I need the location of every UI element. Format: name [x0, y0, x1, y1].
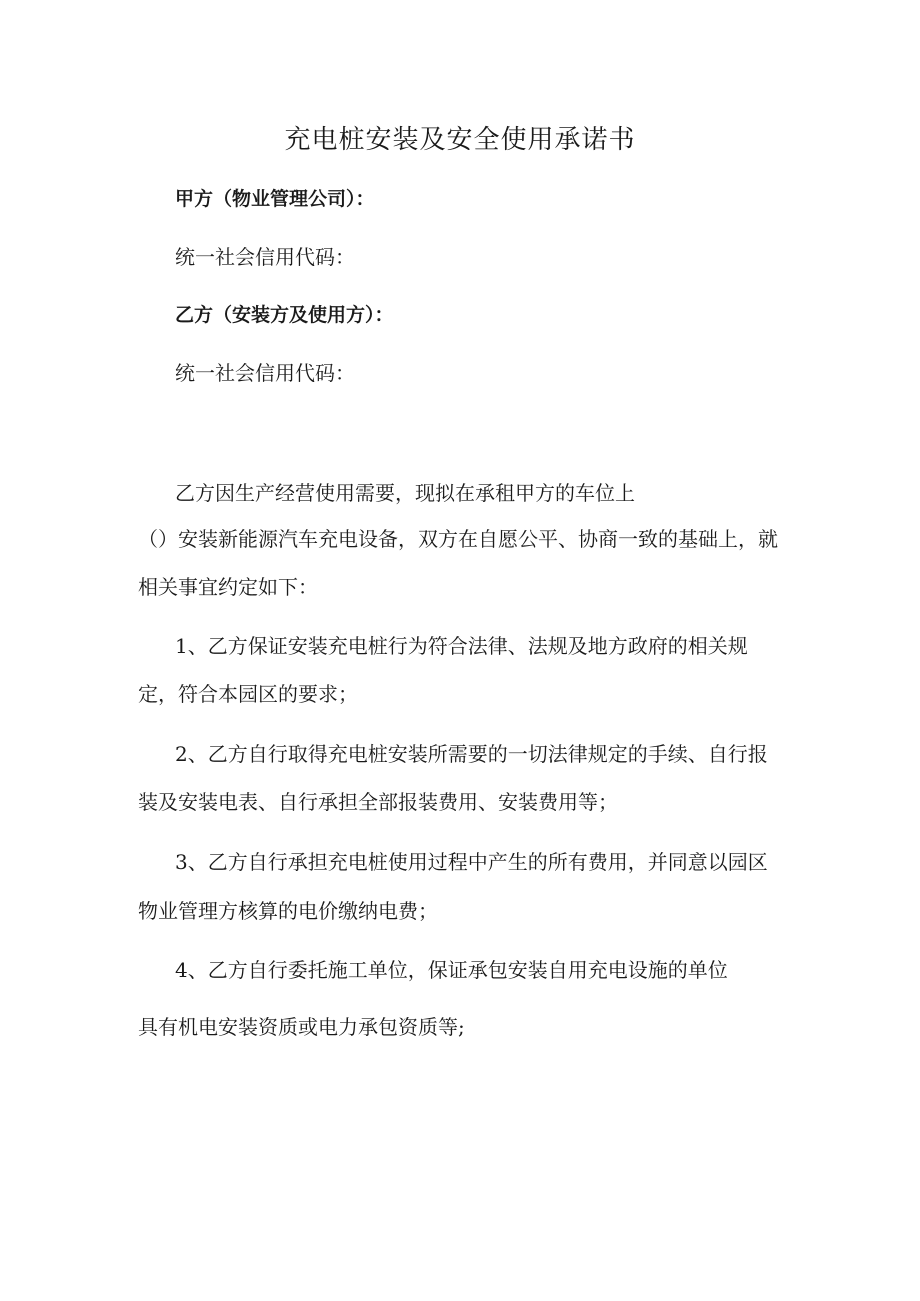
party-b-label: 乙方（安装方及使用方）： [175, 304, 394, 326]
clause-1-line-2: 定，符合本园区的要求； [138, 682, 358, 706]
clause-3-line-1: 3、乙方自行承担充电桩使用过程中产生的所有费用，并同意以园区 [175, 850, 768, 874]
intro-line-3: 相关事宜约定如下： [138, 575, 318, 599]
clause-3-line-2: 物业管理方核算的电价缴纳电费； [138, 899, 438, 923]
document-title: 充电桩安装及安全使用承诺书 [284, 125, 636, 155]
clause-4-line-1: 4、乙方自行委托施工单位，保证承包安装自用充电设施的单位 [175, 958, 728, 982]
clause-2-line-2: 装及安装电表、自行承担全部报装费用、安装费用等； [138, 790, 618, 814]
intro-line-1: 乙方因生产经营使用需要，现拟在承租甲方的车位上 [175, 481, 635, 505]
clause-1-line-1: 1、乙方保证安装充电桩行为符合法律、法规及地方政府的相关规 [175, 634, 748, 658]
intro-line-2: （）安装新能源汽车充电设备，双方在自愿公平、协商一致的基础上，就 [138, 527, 778, 551]
party-a-credit-code-label: 统一社会信用代码： [175, 245, 355, 269]
party-b-credit-code-label: 统一社会信用代码： [175, 361, 355, 385]
clause-2-line-1: 2、乙方自行取得充电桩安装所需要的一切法律规定的手续、自行报 [175, 742, 768, 766]
clause-4-line-2: 具有机电安装资质或电力承包资质等; [138, 1015, 465, 1039]
party-a-label: 甲方（物业管理公司）： [175, 188, 375, 210]
